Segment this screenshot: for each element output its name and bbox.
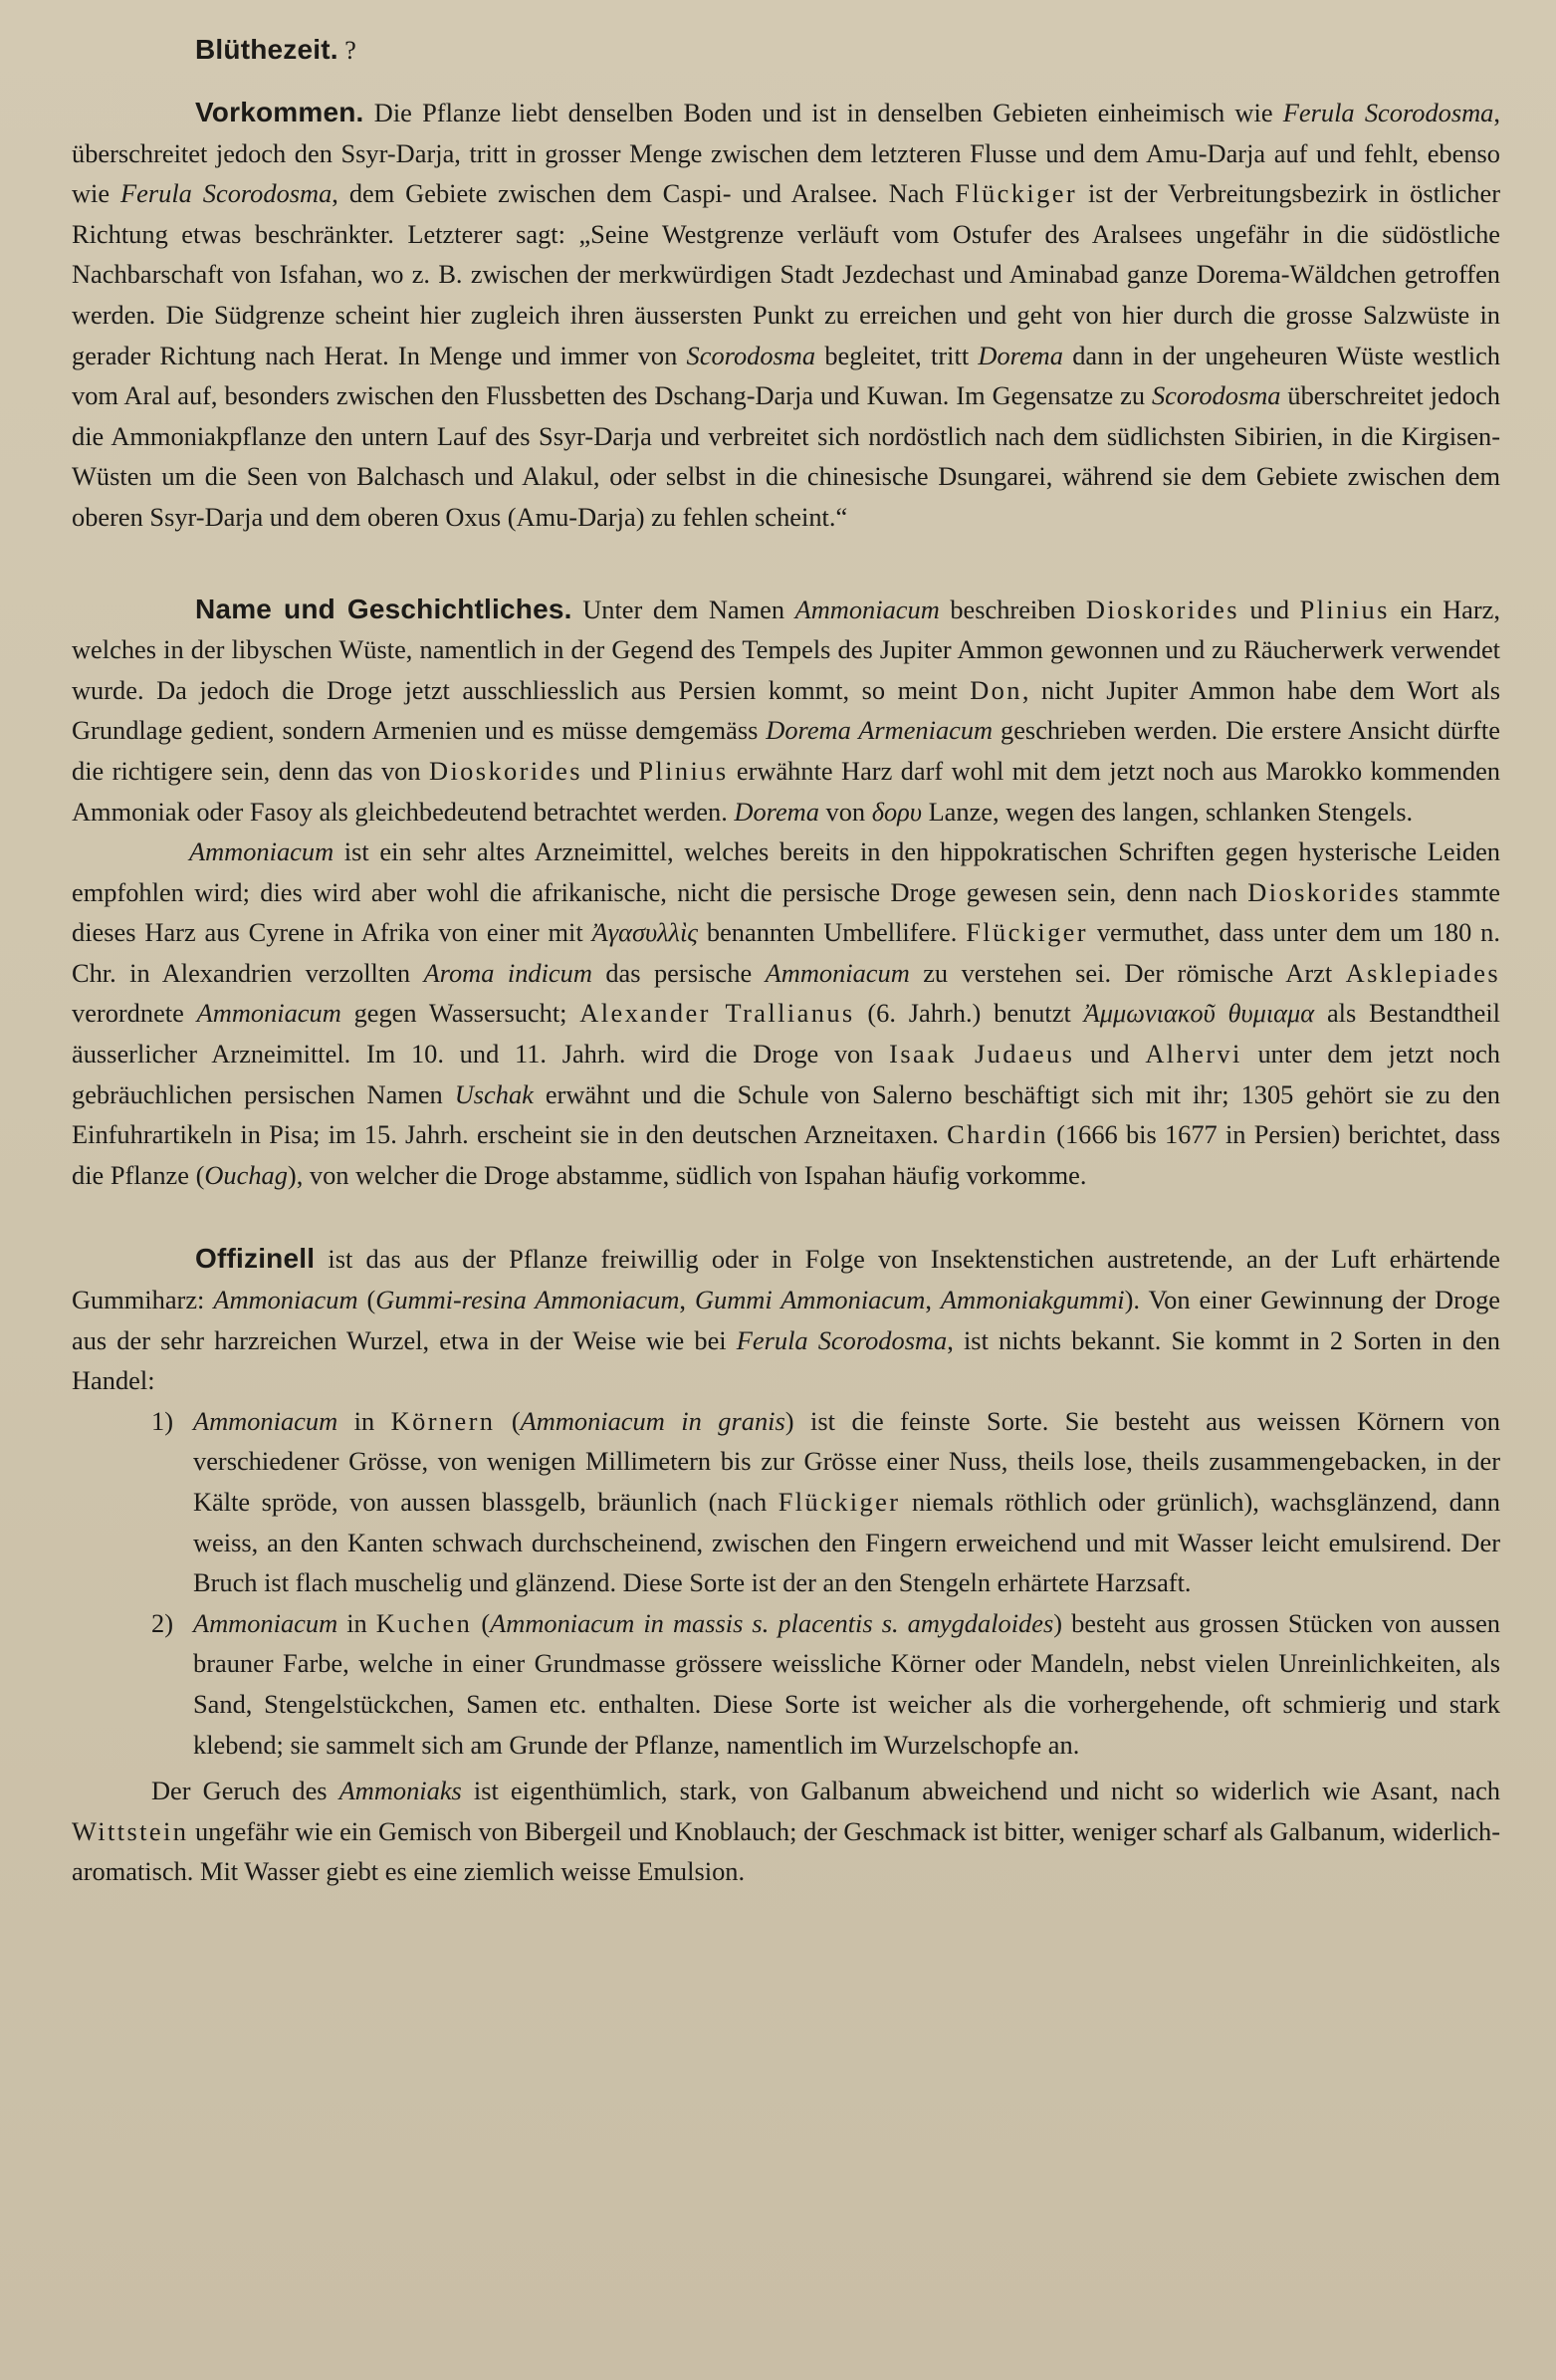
list-item (151, 1603, 1500, 1765)
author-name: Dioskorides (1085, 594, 1239, 624)
author-name: Asklepiades (1345, 957, 1500, 988)
italic-term: Ammoniacum in massis s. placentis s. amygdaloides (490, 1607, 1054, 1638)
greek-term: Ἀμμωνιακοῦ θυμιαμα (1083, 998, 1315, 1029)
italic-term: Ammoniacum (193, 1607, 338, 1638)
text-run: Lanze, wegen des langen, schlanken Stengels. (921, 796, 1414, 827)
text-run: , dem Gebiete zwischen dem Caspi- und Aralsee. Nach (332, 178, 956, 209)
italic-term: Ferula Scorodosma (120, 178, 333, 209)
text-run: (6. Jahrh.) benutzt (854, 998, 1084, 1029)
name-paragraph-2 (72, 832, 1500, 1195)
greek-term: δορυ (871, 796, 922, 827)
italic-term: Ammoniakgummi (940, 1285, 1125, 1315)
offizinell-paragraph (72, 1239, 1500, 1400)
italic-term: Ammoniacum (196, 998, 341, 1029)
text-run: von (818, 796, 872, 827)
italic-term: Ouchag (204, 1159, 288, 1190)
text-run: , (925, 1285, 941, 1315)
author-name: Plinius (1299, 594, 1390, 624)
bluethezeit-text: ? (344, 36, 356, 65)
author-name: Flückiger (778, 1487, 901, 1517)
text-run: zu verstehen sei. Der römische Arzt (909, 957, 1346, 988)
italic-term: Gummi-resina Ammoniacum (375, 1285, 680, 1315)
author-name: Alhervi (1145, 1039, 1242, 1070)
name-paragraph-1 (72, 590, 1500, 833)
list-item (151, 1401, 1500, 1603)
text-run: ) besteht aus grossen Stücken von aussen brauner Farbe, welche in einer Grundmasse grössere weissliche Körner oder Mandeln, nebst vielen Unreinlichkeiten, als Sand, Stengelstückchen, Samen etc. enthalten. Diese Sorte ist weicher als die vorhergehende, oft schmierig und stark klebend; sie sammelt sich am Grunde der Pflanze, namentlich im Wurzelschopfe an. (193, 1607, 1500, 1760)
text-run: stammte dieses Harz aus Cyrene in Afrika von einer mit (72, 876, 1501, 948)
text-run: ). Von einer Gewinnung der Droge aus der sehr harzreichen Wurzel, etwa in der Weise wie bei (72, 1285, 1501, 1355)
geruch-paragraph (72, 1771, 1500, 1892)
text-run: ), von welcher die Droge abstamme, südlich von Ispahan häufig vorkomme. (287, 1159, 1087, 1190)
italic-term: Ammoniacum (193, 1405, 338, 1436)
text-run: Die Pflanze liebt denselben Boden und ist in denselben Gebieten einheimisch wie (373, 98, 1283, 127)
text-run: in (337, 1405, 391, 1436)
italic-term: Uschak (454, 1078, 534, 1109)
text-run: ungefähr wie ein Gemisch von Bibergeil und Knoblauch; der Geschmack ist bitter, weniger scharf als Galbanum, widerlich-aromatisch. Mit Wasser giebt es eine ziemlich weisse Emulsion. (72, 1815, 1500, 1887)
author-name: Flückiger (966, 917, 1088, 948)
text-run: ( (472, 1607, 491, 1638)
text-run: ist ein sehr altes Arzneimittel, welches bereits in den hippokratischen Schriften gegen hysterische Leiden empfohlen wird; dies wird aber wohl die afrikanische, nicht die persische Droge gewesen sein, denn nach (72, 836, 1500, 907)
list-number: 2) (151, 1607, 173, 1638)
italic-term: Aroma indicum (423, 957, 592, 988)
text-run: , (679, 1285, 695, 1315)
text-run: Der Geruch des (151, 1776, 339, 1806)
author-name: Isaak Judaeus (889, 1039, 1075, 1070)
text-run: ) ist die feinste Sorte. Sie besteht aus weissen Körnern von verschiedener Grösse, von wenigen Millimetern bis zur Grösse einer Nuss, theils lose, theils zusammengebacken, in der Kälte spröde, von aussen blassgelb, bräunlich (nach (193, 1405, 1500, 1517)
spaced-term: Kuchen (375, 1607, 473, 1638)
italic-term: Ammoniacum in granis (520, 1405, 785, 1436)
text-run: unter dem jetzt noch gebräuchlichen persischen Namen (72, 1039, 1500, 1109)
text-run: das persische (591, 957, 766, 988)
text-run: ein Harz, welches in der libyschen Wüste, namentlich in der Gegend des Tempels des Jupiter Ammon gewonnen und zu Räucherwerk verwendet wurde. Da jedoch die Droge jetzt ausschliesslich aus Persien kommt, so meint (72, 594, 1500, 705)
italic-term: Ammoniaks (338, 1776, 462, 1806)
text-run: vermuthet, dass unter dem um 180 n. Chr. in Alexandrien verzollten (72, 917, 1500, 988)
italic-term: Ammoniacum (765, 957, 910, 988)
text-run: ( (495, 1405, 521, 1436)
italic-term: Ammoniacum (794, 594, 940, 624)
text-run: beschreiben (939, 594, 1086, 624)
text-run: und (1238, 594, 1300, 624)
italic-term: Scorodosma (686, 340, 816, 370)
italic-term: Gummi Ammoniacum (694, 1285, 926, 1315)
text-run: in (337, 1607, 376, 1638)
text-run: ( (357, 1285, 376, 1315)
text-run: , überschreitet jedoch den Ssyr-Darja, tritt in grosser Menge zwischen dem letzteren Flusse und dem Amu-Darja auf und fehlt, ebenso wie (72, 98, 1500, 209)
author-name: Chardin (947, 1119, 1048, 1150)
author-name: Flückiger (955, 178, 1078, 209)
text-run: und (581, 755, 639, 786)
section-name-geschichtliches (72, 590, 1500, 1196)
text-run: ist das aus der Pflanze freiwillig oder in Folge von Insektenstichen austretende, an der Luft erhärtende Gummiharz: (72, 1244, 1500, 1315)
section-vorkommen (72, 93, 1500, 538)
italic-term: Ferula Scorodosma (1282, 98, 1494, 127)
italic-term: Ferula Scorodosma (736, 1324, 948, 1355)
text-run: ist der Verbreitungsbezirk in östlicher Richtung etwas beschränkter. Letzterer sagt: „Seine Westgrenze verläuft vom Ostufer des Aralsees ungefähr in die südöstliche Nachbarschaft von Isfahan, wo z. B. zwischen der merkwürdigen Stadt Jezdechast und Aminabad ganze Dorema-Wäldchen getroffen werden. Die Südgrenze scheint hier zugleich ihren äussersten Punkt zu erreichen und geht von hier durch die grosse Salzwüste in gerader Richtung nach Herat. In Menge und immer von (72, 178, 1500, 370)
author-name: Alexander Trallianus (579, 998, 855, 1029)
text-run: als Bestandtheil äusserlicher Arzneimittel. Im 10. und 11. Jahrh. wird die Droge von (72, 998, 1500, 1070)
text-run: verordnete (72, 998, 197, 1029)
text-run: geschrieben werden. Die erstere Ansicht dürfte die richtigere sein, denn das von (72, 715, 1500, 786)
text-run: , nicht Jupiter Ammon habe dem Wort als Grundlage gedient, sondern Armenien und es müsse demgemäss (72, 674, 1500, 746)
greek-term: Ἀγασυλλὶς (591, 917, 699, 948)
text-run: dann in der ungeheuren Wüste westlich vom Aral auf, besonders zwischen den Flussbetten des Dschang-Darja und Kuwan. Im Gegensatze zu (72, 340, 1500, 411)
author-name: Dioskorides (428, 755, 582, 786)
text-run: überschreitet jedoch die Ammoniakpflanze den untern Lauf des Ssyr-Darja und verbreitet sich nordöstlich nach dem südlichsten Sibirien, in die Kirgisen-Wüsten um die Seen von Balchasch und Alakul, oder selbst in die chinesische Dsungarei, während sie dem Gebiete zwischen dem oberen Ssyr-Darja und dem oberen Oxus (Amu-Darja) zu fehlen scheint.“ (72, 380, 1500, 532)
list-number: 1) (151, 1405, 173, 1436)
italic-term: Dorema (734, 796, 819, 827)
name-heading: Name und Geschichtliches. (195, 593, 572, 624)
spaced-term: Körnern (390, 1405, 496, 1436)
text-run: , ist nichts bekannt. Sie kommt in 2 Sorten in den Handel: (72, 1324, 1500, 1396)
author-name: Plinius (638, 755, 729, 786)
author-name: Dioskorides (1247, 876, 1402, 907)
text-run: ist eigenthümlich, stark, von Galbanum abweichend und nicht so widerlich wie Asant, nach (461, 1776, 1500, 1806)
text-run: benannten Umbellifere. (698, 917, 967, 948)
text-run: und (1074, 1039, 1146, 1070)
section-bluethezeit (72, 30, 1500, 71)
author-name: Don (970, 674, 1022, 705)
italic-term: Dorema (978, 340, 1063, 370)
italic-term: Ammoniacum (189, 836, 334, 867)
author-name: Wittstein (72, 1815, 189, 1846)
bluethezeit-line (72, 30, 1500, 71)
text-run: Unter dem Namen (582, 594, 795, 624)
section-offizinell (72, 1239, 1500, 1892)
sorten-list (151, 1401, 1500, 1765)
text-run: erwähnte Harz darf wohl mit dem jetzt noch aus Marokko kommenden Ammoniak oder Fasoy als gleichbedeutend betrachtet werden. (72, 755, 1501, 827)
italic-term: Scorodosma (1151, 380, 1281, 411)
text-run: gegen Wassersucht; (340, 998, 580, 1029)
text-run: niemals röthlich oder grünlich), wachsglänzend, dann weiss, an den Kanten schwach durchscheinend, zwischen den Fingern erweichend und mit Wasser leicht emulsirend. Der Bruch ist flach muschelig und glänzend. Diese Sorte ist der an den Stengeln erhärtete Harzsaft. (193, 1487, 1500, 1598)
vorkommen-heading: Vorkommen. (195, 97, 364, 127)
text-run: (1666 bis 1677 in Persien) berichtet, dass die Pflanze ( (72, 1119, 1500, 1190)
offizinell-heading: Offizinell (195, 1243, 316, 1275)
vorkommen-paragraph (72, 93, 1500, 538)
text-run: erwähnt und die Schule von Salerno beschäftigt sich mit ihr; 1305 gehört sie zu den Einfuhrartikeln in Pisa; im 15. Jahrh. erscheint sie in den deutschen Arzneitaxen. (72, 1078, 1500, 1150)
italic-term: Ammoniacum (213, 1285, 358, 1315)
text-run: begleitet, tritt (815, 340, 979, 370)
bluethezeit-heading: Blüthezeit. (195, 34, 338, 65)
italic-term: Dorema Armeniacum (766, 715, 994, 746)
